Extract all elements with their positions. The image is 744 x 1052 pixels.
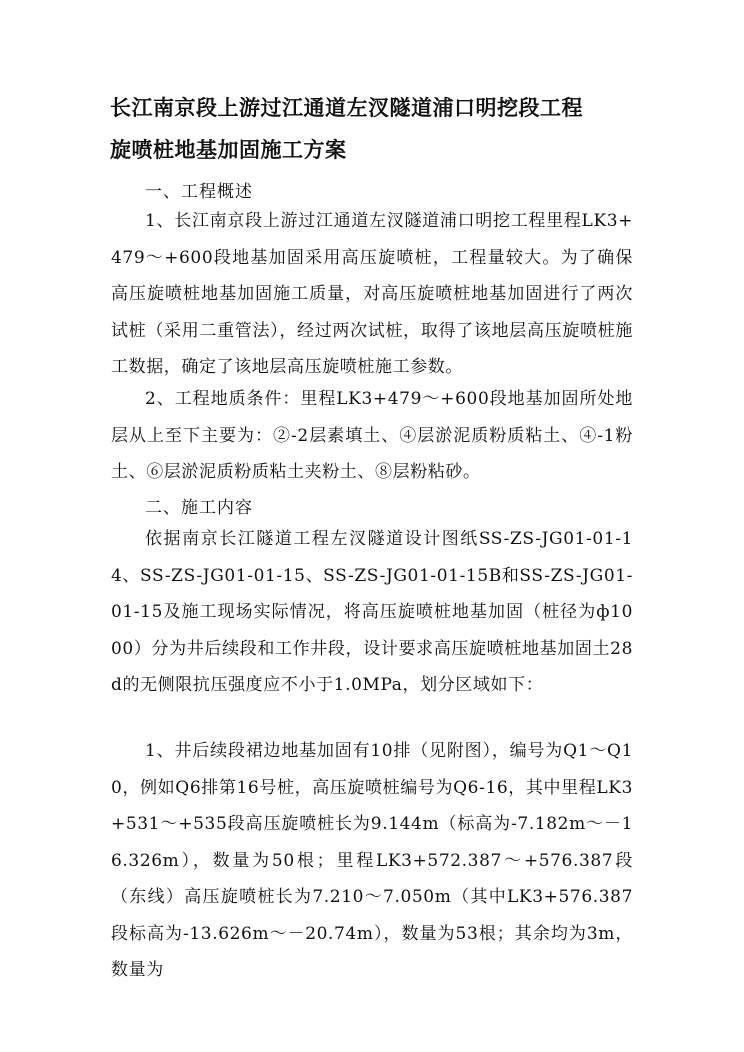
- paragraph-project-overview: 1、长江南京段上游过江通道左汊隧道浦口明挖工程里程LK3+479～+600段地基加固采用高压旋喷桩，工程量较大。为了确保高压旋喷桩地基加固施工质量，对高压旋喷桩地基加固进行了两次试桩（采用二重管法），经过两次试桩，取得了该地层高压旋喷桩施工数据，确定了该地层高压旋喷桩施工参数。: [111, 211, 633, 377]
- paragraph-skirt-reinforcement: 1、井后续段裙边地基加固有10排（见附图），编号为Q1～Q10，例如Q6排第16号桩，高压旋喷桩编号为Q6-16，其中里程LK3+531～+535段高压旋喷桩长为9.144m（标高为-7.182m～－16.326m），数量为50根；里程LK3+572.387～+576.387段（东线）高压旋喷桩长为7.210～7.050m（其中LK3+576.387段标高为-13.626m～－20.74m），数量为53根；其余均为3m，数量为: [111, 741, 633, 980]
- document-title-line1: 长江南京段上游过江通道左汊隧道浦口明挖段工程: [110, 96, 583, 120]
- section-heading-overview: 一、工程概述: [145, 182, 253, 202]
- document-title-line2: 旋喷桩地基加固施工方案: [110, 138, 347, 162]
- section-heading-construction: 二、施工内容: [145, 498, 253, 518]
- paragraph-design-basis: 依据南京长江隧道工程左汊隧道设计图纸SS-ZS-JG01-01-14、SS-ZS-JG01-01-15、SS-ZS-JG01-01-15B和SS-ZS-JG01-01-15及施工现场实际情况，将高压旋喷桩地基加固（桩径为ф1000）分为井后续段和工作井段，设计要求高压旋喷桩地基加固土28d的无侧限抗压强度应不小于1.0MPa，划分区域如下：: [111, 529, 633, 695]
- paragraph-geology: 2、工程地质条件：里程LK3+479～+600段地基加固所处地层从上至下主要为：②-2层素填土、④层淤泥质粉质粘土、④-1粉土、⑥层淤泥质粉质粘土夹粉土、⑧层粉粘砂。: [111, 389, 633, 482]
